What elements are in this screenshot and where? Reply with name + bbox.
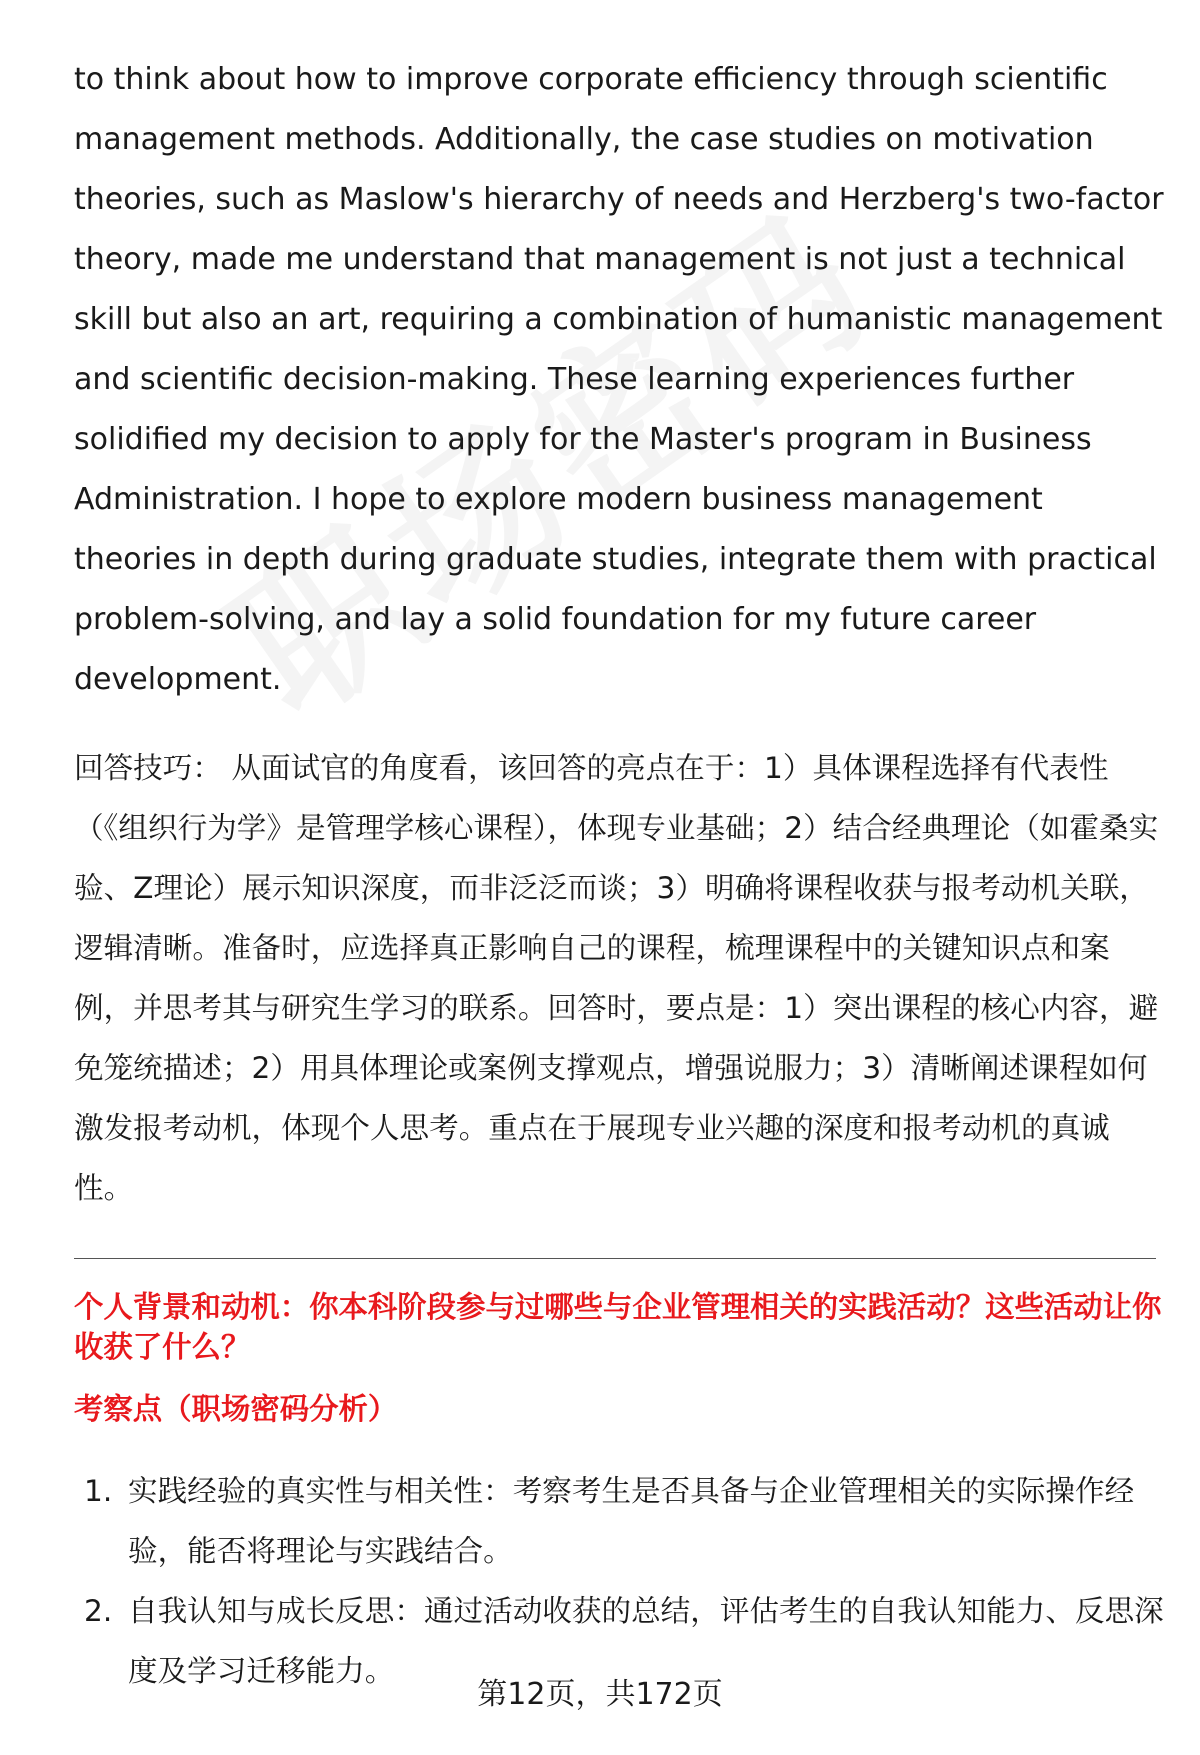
answer-tip-paragraph: 回答技巧： 从面试官的角度看，该回答的亮点在于：1）具体课程选择有代表性（《组织行为学》是管理学核心课程），体现专业基础；2）结合经典理论（如霍桑实验、Z理论）展示知识深度，而非泛泛而谈；3）明确将课程收获与报考动机关联，逻辑清晰。准备时，应选择真正影响自己的课程，梳理课程中的关键知识点和案例，并思考其与研究生学习的联系。回答时，要点是：1）突出课程的核心内容，避免笼统描述；2）用具体理论或案例支撑观点，增强说服力；3）清晰阐述课程如何激发报考动机，体现个人思考。重点在于展现专业兴趣的深度和报考动机的真诚性。: [74, 751, 1159, 1205]
list-item-text: 实践经验的真实性与相关性：考察考生是否具备与企业管理相关的实际操作经验，能否将理论与实践结合。: [128, 1474, 1135, 1568]
section-divider: [74, 1258, 1156, 1259]
list-item-number: 2.: [84, 1594, 113, 1628]
page-number: 第12页，共172页: [477, 1677, 723, 1712]
assessment-points-list: [74, 1461, 1164, 1701]
page-content: [74, 50, 1164, 1701]
intro-paragraph: to think about how to improve corporate efficiency through scientific management methods. Additionally, the case studies on motivation theories, such as Maslow's hierarchy of needs and Herzberg's two-factor theory, made me understand that management is not just a technical skill but also an art, requiring a combination of humanistic management and scientific decision-making. These learning experiences further solidified my decision to apply for the Master's program in Business Administration. I hope to explore modern business management theories in depth during graduate studies, integrate them with practical problem-solving, and lay a solid foundation for my future career development.: [74, 62, 1164, 697]
list-item-text: 自我认知与成长反思：通过活动收获的总结，评估考生的自我认知能力、反思深度及学习迁移能力。: [128, 1594, 1164, 1688]
question-heading: 个人背景和动机：你本科阶段参与过哪些与企业管理相关的实践活动？这些活动让你收获了什么？: [74, 1290, 1162, 1364]
list-item: [74, 1461, 1164, 1581]
assessment-points-heading: 考察点（职场密码分析）: [74, 1392, 398, 1426]
list-item-number: 1.: [84, 1474, 113, 1508]
